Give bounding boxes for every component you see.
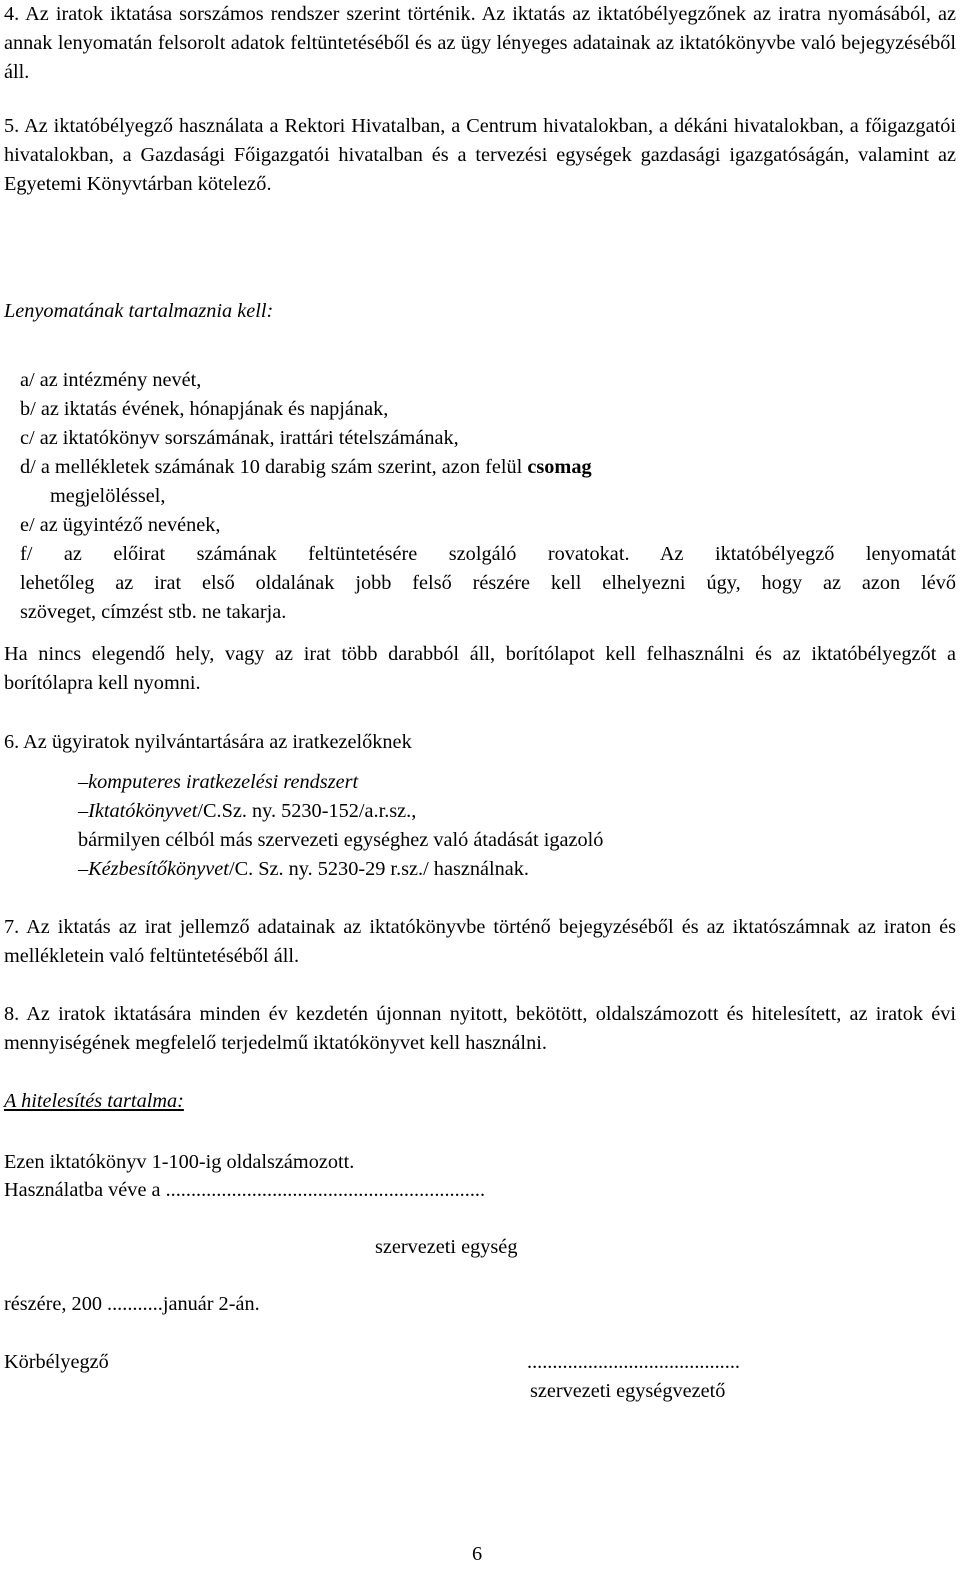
stamp-label: Körbélyegző: [4, 1351, 109, 1373]
item-1-label: komputeres iratkezelési rendszert: [88, 771, 359, 793]
dash: –: [78, 800, 89, 822]
list-item-e: e/ az ügyintéző nevének,: [20, 514, 221, 536]
list-item-b: b/ az iktatás évének, hónapjának és napjának,: [20, 398, 389, 420]
list-item-d: [20, 453, 592, 482]
paragraph-5: 5. Az iktatóbélyegző használata a Rektori Hivatalban, a Centrum hivatalokban, a dékáni hivatalokban, a főigazgatói hivatalokban, a Gazdasági Főigazgatói hivatalban és a tervezési egységek gazdasági igazgatóságán, valamint az Egyetemi Könyvtárban kötelező.: [4, 115, 956, 195]
paragraph-cover-sheet: Ha nincs elegendő hely, vagy az irat több darabból áll, borítólapot kell felhasználni és az iktatóbélyegzőt a borítólapra kell nyomni.: [4, 643, 956, 694]
signature-dots: ..........................................: [527, 1351, 740, 1373]
list-item-c: c/ az iktatókönyv sorszámának, irattári tételszámának,: [20, 427, 459, 449]
list-item-f-line2: lehetőleg az irat első oldalának jobb felső részére kell elhelyezni úgy, hogy az azon lévő: [20, 572, 956, 594]
auth-date: részére, 200 ...........január 2-án.: [4, 1293, 260, 1315]
auth-line-2: Használatba véve a ...............................................................: [4, 1179, 486, 1201]
section-6-item-3: bármilyen célból más szervezeti egységhez való átadását igazoló: [78, 829, 604, 851]
list-item-d-continuation: megjelöléssel,: [50, 485, 166, 507]
dash: –: [78, 771, 89, 793]
auth-unit-label: szervezeti egység: [375, 1236, 518, 1258]
list-item-f-line3: szöveget, címzést stb. ne takarja.: [20, 601, 287, 623]
item-4-label: Kézbesítőkönyvet: [88, 858, 229, 880]
auth-heading: A hitelesítés tartalma:: [4, 1090, 184, 1112]
item-2-label: Iktatókönyvet: [88, 800, 198, 822]
item-4-ref: /C. Sz. ny. 5230-29 r.sz./ használnak.: [228, 858, 529, 880]
auth-line-1: Ezen iktatókönyv 1-100-ig oldalszámozott.: [4, 1151, 355, 1173]
section-6-item-2: [78, 797, 416, 826]
list-item-d-bold: csomag: [527, 456, 592, 478]
section-6-item-4: [78, 855, 529, 884]
paragraph-4: 4. Az iratok iktatása sorszámos rendszer szerint történik. Az iktatás az iktatóbélyegzőnek az iratra nyomásából, az annak lenyomatán felsorolt adatok feltüntetéséből és az ügy lényeges adatainak az iktatókönyvbe való bejegyzéséből áll.: [4, 3, 956, 83]
section-6-intro: 6. Az ügyiratok nyilvántartására az iratkezelőknek: [4, 731, 412, 753]
signature-label: szervezeti egységvezető: [530, 1380, 726, 1402]
imprint-heading: Lenyomatának tartalmaznia kell:: [4, 300, 274, 322]
section-6-item-1: [78, 768, 358, 797]
list-item-a: a/ az intézmény nevét,: [20, 369, 202, 391]
page-number: 6: [472, 1543, 483, 1565]
list-item-f-line1: f/ az előirat számának feltüntetésére szolgáló rovatokat. Az iktatóbélyegző lenyomatát: [20, 543, 956, 565]
list-item-d-text: d/ a mellékletek számának 10 darabig szám szerint, azon felül: [20, 456, 528, 478]
paragraph-7: 7. Az iktatás az irat jellemző adatainak az iktatókönyvbe történő bejegyzéséből és az iktatószámnak az iraton és mellékletein való feltüntetéséből áll.: [4, 916, 956, 967]
paragraph-8: 8. Az iratok iktatására minden év kezdetén újonnan nyitott, bekötött, oldalszámozott és hitelesített, az iratok évi mennyiségének megfelelő terjedelmű iktatókönyvet kell használni.: [4, 1003, 956, 1054]
dash: –: [78, 858, 89, 880]
item-2-ref: /C.Sz. ny. 5230-152/a.r.sz.,: [197, 800, 417, 822]
